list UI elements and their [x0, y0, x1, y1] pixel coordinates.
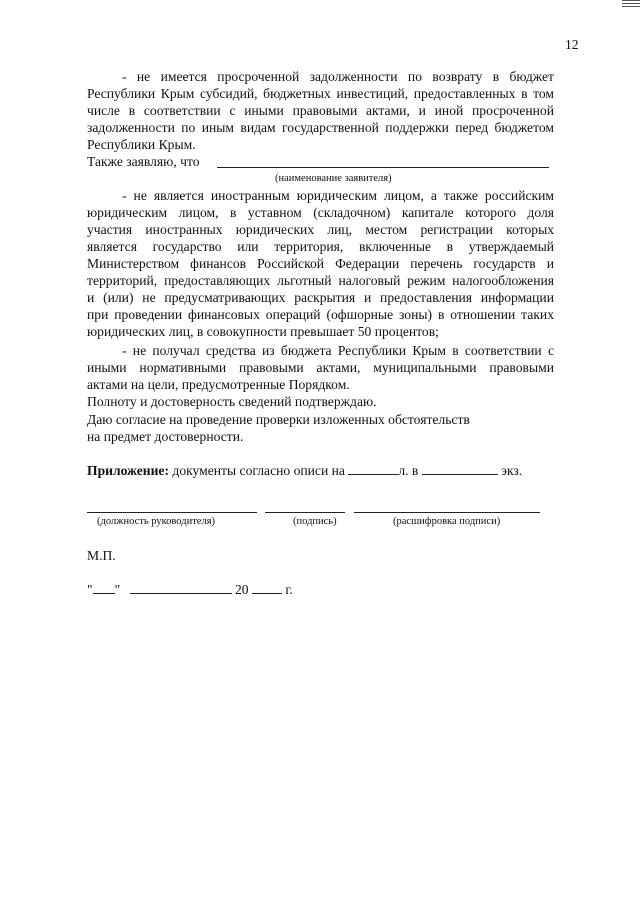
position-caption: (должность руководителя)	[97, 516, 216, 527]
signature-caption: (подпись)	[293, 516, 337, 527]
stamp-place-label: М.П.	[87, 548, 116, 563]
year-suffix: г.	[285, 582, 293, 597]
year-prefix: 20	[234, 582, 249, 597]
para2-line-6: территорий, предоставляющих льготный налоговый режим налогообложения	[87, 273, 554, 288]
sheets-count-blank[interactable]	[348, 462, 398, 475]
para3-line-3: актами на цели, предусмотренные Порядком.	[87, 377, 350, 392]
para2-line-3: участия иностранных юридических лиц, местом регистрации которых	[87, 222, 554, 237]
para1-line-3: числе в соответствии с иными правовыми актами, и иной просроченной	[87, 103, 554, 118]
page-corner-mark	[622, 0, 640, 10]
date-line	[87, 581, 293, 598]
year-blank[interactable]	[252, 581, 282, 594]
appendix-text-2: л. в	[398, 463, 419, 478]
signature-decoding-caption: (расшифровка подписи)	[393, 516, 501, 527]
declare-prefix: Также заявляю, что	[87, 154, 200, 169]
confirm-line: Полноту и достоверность сведений подтверждаю.	[87, 394, 377, 409]
day-blank[interactable]	[93, 581, 115, 594]
appendix-line	[87, 462, 522, 479]
page-number: 12	[565, 37, 579, 52]
para2-line-7: и (или) не предусматривающих раскрытия и предоставления информации	[87, 290, 554, 305]
signature-blank[interactable]	[265, 512, 345, 513]
date-quote-close: "	[114, 582, 121, 597]
para2-line-9: юридических лиц, в совокупности превышает 50 процентов;	[87, 324, 439, 339]
copies-count-blank[interactable]	[422, 462, 498, 475]
month-blank[interactable]	[130, 581, 232, 594]
para2-line-1: - не является иностранным юридическим лицом, а также российским	[122, 188, 554, 203]
para1-line-1: - не имеется просроченной задолженности по возврату в бюджет	[122, 69, 554, 84]
para1-line-2: Республики Крым субсидий, бюджетных инвестиций, предоставленных в том	[87, 86, 554, 101]
appendix-text-1: документы согласно описи на	[172, 463, 345, 478]
signature-decoding-blank[interactable]	[354, 512, 540, 513]
para1-line-4: задолженности по иным видам государственной поддержки перед бюджетом	[87, 120, 554, 135]
applicant-name-caption: (наименование заявителя)	[275, 173, 392, 184]
para2-line-2: юридическим лицом, в уставном (складочном) капитале которого доля	[87, 205, 554, 220]
appendix-label: Приложение:	[87, 463, 169, 478]
para1-line-5: Республики Крым.	[87, 137, 196, 152]
para3-line-2: иными нормативными правовыми актами, муниципальными правовыми	[87, 360, 554, 375]
para3-line-1: - не получал средства из бюджета Республики Крым в соответствии с	[122, 343, 554, 358]
consent-line-1: Даю согласие на проведение проверки изложенных обстоятельств	[87, 412, 470, 427]
applicant-name-blank[interactable]	[217, 167, 549, 168]
consent-line-2: на предмет достоверности.	[87, 429, 244, 444]
position-blank[interactable]	[87, 512, 257, 513]
appendix-text-3: экз.	[501, 463, 523, 478]
para2-line-4: является государство или территория, включенные в утверждаемый	[87, 239, 554, 254]
para2-line-8: при проведении финансовых операций (офшорные зоны) в отношении таких	[87, 307, 554, 322]
para2-line-5: Министерством финансов Российской Федерации перечень государств и	[87, 256, 554, 271]
date-quote-open: "	[87, 582, 93, 597]
